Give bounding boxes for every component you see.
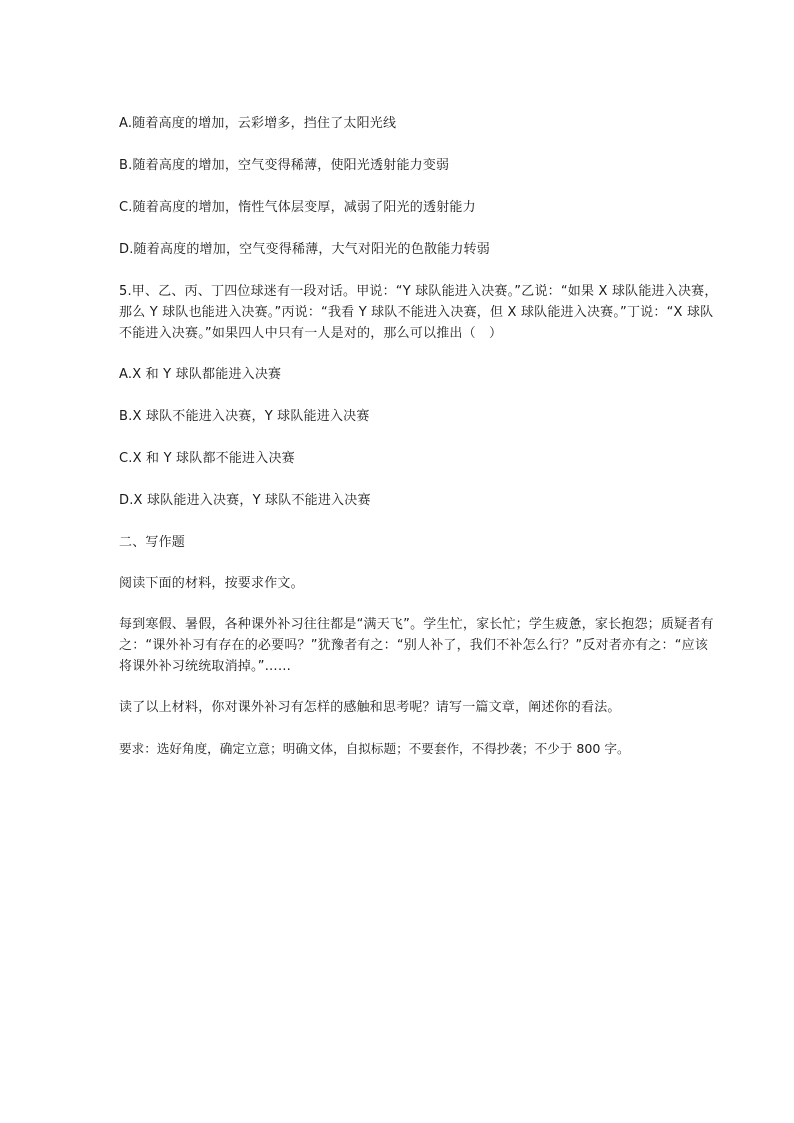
q4-option-b: B.随着高度的增加，空气变得稀薄，使阳光透射能力变弱 <box>119 158 450 173</box>
section2-requirements: 要求：选好角度，确定立意；明确文体，自拟标题；不要套作，不得抄袭；不少于 800 字。 <box>119 741 630 756</box>
q4-option-d: D.随着高度的增加，空气变得稀薄，大气对阳光的色散能力转弱 <box>119 242 490 257</box>
q4-option-c: C.随着高度的增加，惰性气体层变厚，减弱了阳光的透射能力 <box>119 200 476 215</box>
q4-option-a: A.随着高度的增加，云彩增多，挡住了太阳光线 <box>119 116 397 131</box>
q5-stem: 5.甲、乙、丙、丁四位球迷有一段对话。甲说：“Y 球队能进入决赛。”乙说：“如果 X 球队能进入决赛，那么 Y 球队也能进入决赛。”丙说：“我看 Y 球队不能进入决赛，但 X 球队能进入决赛。”丁说：“X 球队不能进入决赛。”如果四人中只有一人是对的，那么可以推出（ ） <box>119 284 718 341</box>
q5-option-c: C.X 和 Y 球队都不能进入决赛 <box>119 451 295 466</box>
section2-instruction: 阅读下面的材料，按要求作文。 <box>119 576 304 591</box>
q5-option-b: B.X 球队不能进入决赛，Y 球队能进入决赛 <box>119 409 370 424</box>
section2-prompt: 读了以上材料，你对课外补习有怎样的感触和思考呢？请写一篇文章，阐述你的看法。 <box>119 700 621 715</box>
section2-heading: 二、写作题 <box>119 535 186 550</box>
q5-option-a: A.X 和 Y 球队都能进入决赛 <box>119 367 282 382</box>
document-page <box>119 113 719 779</box>
section2-material: 每到寒假、暑假，各种课外补习往往都是“满天飞”。学生忙，家长忙；学生疲惫，家长抱怨；质疑者有之：“课外补习有存在的必要吗？”犹豫者有之：“别人补了，我们不补怎么行？”反对者亦有之：“应该将课外补习统统取消掉。”…… <box>119 617 714 674</box>
q5-option-d: D.X 球队能进入决赛，Y 球队不能进入决赛 <box>119 493 371 508</box>
